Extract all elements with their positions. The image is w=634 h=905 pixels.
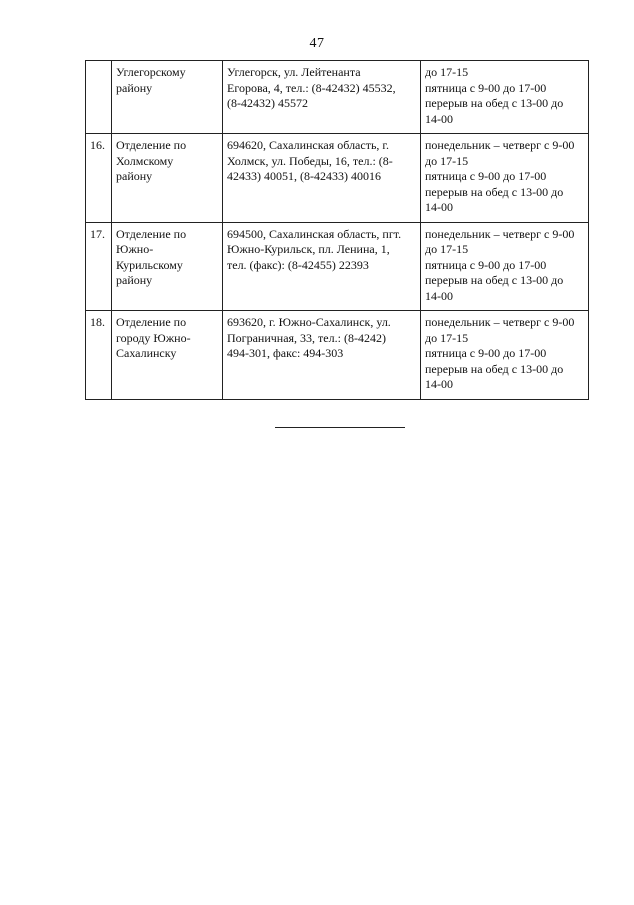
office-hours-line: 14-00 (425, 377, 453, 391)
office-name-line: району (116, 80, 153, 95)
end-separator-line (275, 427, 405, 428)
office-address-line: 42433) 40051, (8-42433) 40016 (227, 169, 381, 183)
office-name-cell (112, 134, 223, 223)
office-name-cell (112, 61, 223, 134)
office-name-line: Холмскому (116, 153, 174, 168)
office-address-line: Углегорск, ул. Лейтенанта (227, 65, 361, 79)
office-hours-line: перерыв на обед с 13-00 до (425, 184, 564, 199)
office-hours-line: понедельник – четверг с 9-00 (425, 138, 575, 152)
office-hours-line: понедельник – четверг с 9-00 (425, 315, 575, 329)
office-name-cell (112, 311, 223, 400)
office-hours-line: 14-00 (425, 200, 453, 214)
office-address-line: Егорова, 4, тел.: (8-42432) 45532, (227, 80, 396, 95)
page-number: 47 (309, 36, 325, 51)
office-hours-line: до 17-15 (425, 330, 469, 345)
row-number-cell (86, 61, 112, 134)
row-number-cell: 18. (86, 311, 112, 400)
office-address-cell (223, 222, 421, 311)
office-address-cell (223, 311, 421, 400)
office-name-line: Сахалинску (116, 346, 177, 360)
office-name-line: Южно- (116, 242, 154, 256)
office-address-line: тел. (факс): (8-42455) 22393 (227, 257, 369, 272)
office-hours-line: перерыв на обед с 13-00 до (425, 361, 564, 376)
office-name-line: району (116, 273, 153, 287)
office-hours-line: 14-00 (425, 288, 453, 303)
office-hours-line: до 17-15 (425, 153, 469, 168)
office-address-line: 693620, г. Южно-Сахалинск, ул. (227, 315, 391, 329)
office-name-cell (112, 222, 223, 311)
table-row (86, 134, 589, 223)
office-name-line: Курильскому (116, 257, 183, 272)
office-address-line: 494-301, факс: 494-303 (227, 346, 344, 360)
office-address-line: Пограничная, 33, тел.: (8-4242) (227, 330, 386, 345)
office-address-line: Южно-Курильск, пл. Ленина, 1, (227, 242, 390, 256)
office-hours-cell (421, 222, 589, 311)
table-row (86, 311, 589, 400)
office-name-line: району (116, 169, 153, 183)
row-number-cell: 17. (86, 222, 112, 311)
office-address-line: Холмск, ул. Победы, 16, тел.: (8- (227, 153, 393, 168)
row-number-cell: 16. (86, 134, 112, 223)
table-row (86, 222, 589, 311)
table-row (86, 61, 589, 134)
office-address-cell (223, 61, 421, 134)
office-name-line: Отделение по (116, 315, 187, 329)
office-address-cell (223, 134, 421, 223)
office-hours-cell (421, 311, 589, 400)
office-hours-line: пятница с 9-00 до 17-00 (425, 169, 547, 183)
office-hours-line: до 17-15 (425, 242, 469, 256)
office-hours-line: перерыв на обед с 13-00 до (425, 273, 564, 287)
office-name-line: Углегорскому (116, 65, 186, 79)
offices-table (85, 60, 589, 400)
office-hours-cell (421, 134, 589, 223)
office-address-line: 694620, Сахалинская область, г. (227, 138, 389, 152)
office-name-line: Отделение по (116, 138, 187, 152)
office-address-line: (8-42432) 45572 (227, 96, 308, 110)
office-name-line: городу Южно- (116, 330, 191, 345)
office-hours-line: до 17-15 (425, 65, 469, 79)
office-hours-line: перерыв на обед с 13-00 до (425, 96, 564, 110)
office-name-line: Отделение по (116, 226, 187, 241)
office-hours-line: 14-00 (425, 111, 453, 126)
office-hours-line: пятница с 9-00 до 17-00 (425, 346, 547, 360)
office-hours-line: понедельник – четверг с 9-00 (425, 226, 575, 241)
office-address-line: 694500, Сахалинская область, пгт. (227, 226, 402, 241)
office-hours-line: пятница с 9-00 до 17-00 (425, 257, 547, 272)
office-hours-line: пятница с 9-00 до 17-00 (425, 80, 547, 95)
office-hours-cell (421, 61, 589, 134)
